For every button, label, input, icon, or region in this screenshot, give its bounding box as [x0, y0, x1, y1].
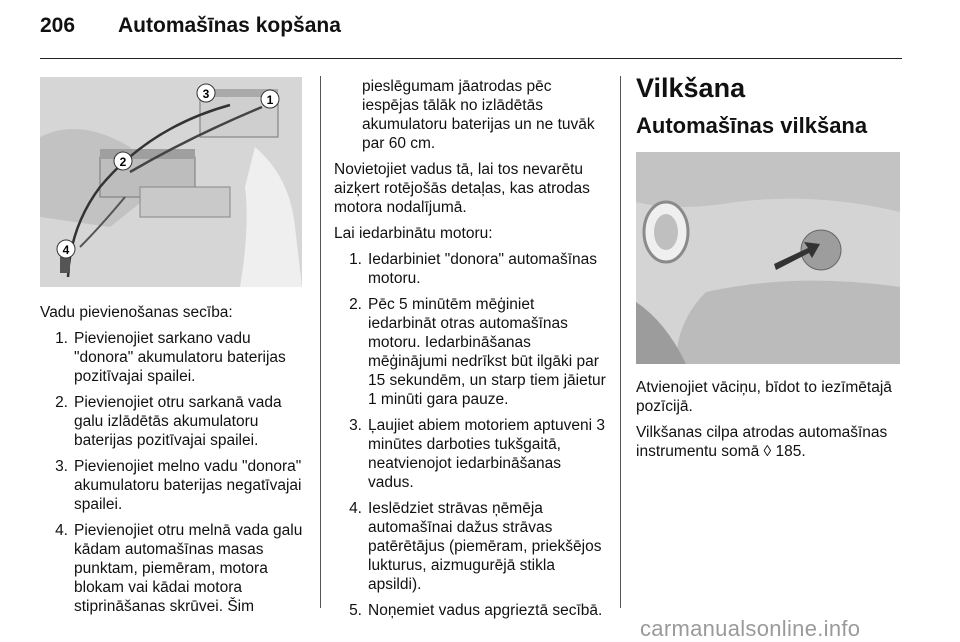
start-engine-steps: [334, 250, 606, 620]
column-3: [636, 72, 904, 468]
list-item: 2. Pievienojiet otru sarkanā vada galu izlādētās akumulatoru baterijas pozitīvajai spailei.: [55, 394, 282, 449]
list-item: 4. Ieslēdziet strāvas ņēmēja automašīnai dažus strāvas patērētājus (piemēram, priekšējos lukturus, aizmugurējā stikla apsildi).: [349, 500, 602, 593]
list-item: 1. Iedarbiniet "donora" automašīnas motoru.: [349, 251, 598, 287]
connection-order-intro: Vadu pievienošanas secība:: [40, 304, 233, 321]
list-item: 4. Pievienojiet otru melnā vada galu kādam automašīnas masas punktam, piemēram, motora blokam vai kādai motora stiprināšanas skrūvei. Šim: [55, 522, 303, 615]
callout-1: 1: [266, 93, 274, 107]
callout-3: 3: [202, 87, 210, 101]
callout-4: 4: [62, 243, 70, 257]
list-item: 1. Pievienojiet sarkano vadu "donora" akumulatoru baterijas pozitīvajai spailei.: [55, 330, 286, 385]
cable-placement-paragraph: Novietojiet vadus tā, lai tos nevarētu aizķert rotējošās detaļas, kas atrodas motora nodalījumā.: [334, 161, 590, 216]
column-divider-2: [620, 76, 621, 608]
callout-2: 2: [119, 155, 127, 169]
section-heading: Vilkšana: [636, 73, 746, 103]
towing-eye-location: Vilkšanas cilpa atrodas automašīnas instrumentu somā ◊ 185.: [636, 424, 888, 460]
connection-steps: [40, 329, 304, 616]
list-item: 3. Pievienojiet melno vadu "donora" akumulatoru baterijas negatīvajai spailei.: [55, 458, 302, 513]
jump-start-illustration: [40, 77, 302, 287]
continued-text: pieslēgumam jāatrodas pēc iespējas tālāk no izlādētās akumulatoru baterijas un ne tuvāk par 60 cm.: [362, 78, 595, 152]
column-2: [334, 77, 606, 627]
list-item: 2. Pēc 5 minūtēm mēģiniet iedarbināt otras automašīnas motoru. Iedarbināšanas mēģinājumi nedrīkst būt ilgāki par 15 sekundēm, un starp tiem jāietur 1 minūti gara pauze.: [349, 296, 606, 408]
list-item: 5. Noņemiet vadus apgrieztā secībā.: [349, 602, 603, 619]
subsection-heading: Automašīnas vilkšana: [636, 113, 868, 138]
page-title: Automašīnas kopšana: [118, 14, 341, 37]
watermark: carmanualsonline.info: [640, 616, 861, 641]
page-header: [40, 14, 341, 38]
column-divider-1: [320, 76, 321, 608]
cover-instruction: Atvienojiet vāciņu, bīdot to iezīmētajā pozīcijā.: [636, 379, 892, 415]
towing-cover-illustration: [636, 152, 900, 364]
start-engine-intro: Lai iedarbinātu motoru:: [334, 225, 493, 242]
column-1: [40, 77, 304, 623]
list-item: 3. Ļaujiet abiem motoriem aptuveni 3 minūtes darboties tukšgaitā, neatvienojot iedarbināšanas vadus.: [349, 417, 605, 491]
page-number: 206: [40, 14, 76, 37]
header-rule: [40, 58, 902, 59]
